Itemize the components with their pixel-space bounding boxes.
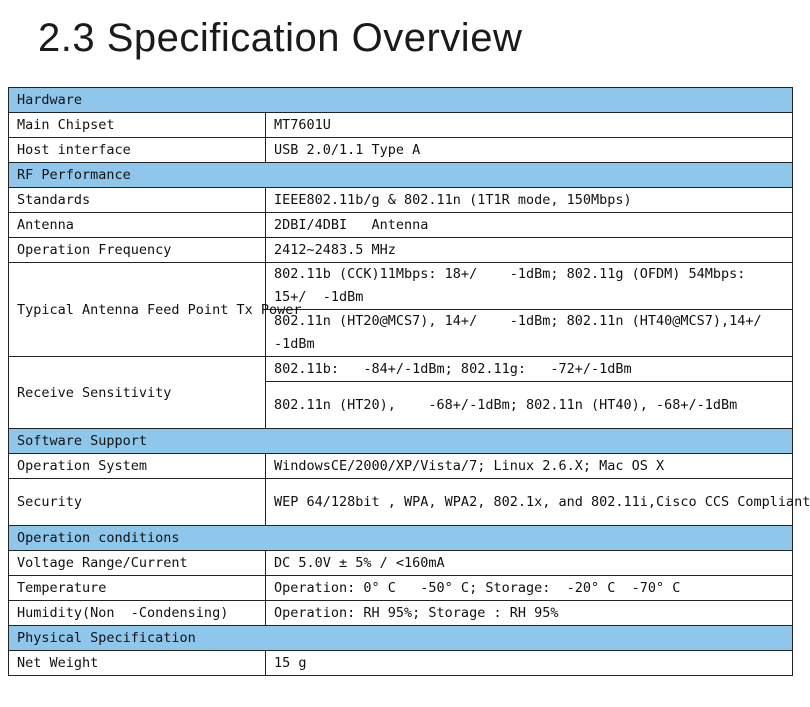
section-title: Hardware — [9, 88, 793, 113]
spec-label: Operation Frequency — [9, 238, 266, 263]
table-row-net-weight — [9, 651, 793, 676]
section-header-hardware — [9, 88, 793, 113]
spec-label: Operation System — [9, 454, 266, 479]
section-header-operation-conditions — [9, 526, 793, 551]
spec-value: Operation: 0° C -50° C; Storage: -20° C -70° C — [266, 576, 793, 601]
section-header-software-support — [9, 429, 793, 454]
table-row-security — [9, 479, 793, 526]
section-title: Physical Specification — [9, 626, 793, 651]
table-row-main-chipset — [9, 113, 793, 138]
table-row-antenna — [9, 213, 793, 238]
table-row-humidity — [9, 601, 793, 626]
spec-label: Standards — [9, 188, 266, 213]
table-row-host-interface — [9, 138, 793, 163]
spec-value: Operation: RH 95%; Storage : RH 95% — [266, 601, 793, 626]
spec-label: Temperature — [9, 576, 266, 601]
spec-label: Receive Sensitivity — [9, 357, 266, 429]
spec-value: MT7601U — [266, 113, 793, 138]
spec-label: Security — [9, 479, 266, 526]
section-header-rf-performance — [9, 163, 793, 188]
spec-value: USB 2.0/1.1 Type A — [266, 138, 793, 163]
spec-label: Main Chipset — [9, 113, 266, 138]
spec-label: Typical Antenna Feed Point Tx Power — [9, 263, 266, 357]
spec-label: Humidity(Non -Condensing) — [9, 601, 266, 626]
table-row-standards — [9, 188, 793, 213]
spec-value: 802.11n (HT20), -68+/-1dBm; 802.11n (HT40), -68+/-1dBm — [266, 382, 793, 429]
spec-value: 15 g — [266, 651, 793, 676]
table-row-temperature — [9, 576, 793, 601]
spec-value: 2412~2483.5 MHz — [266, 238, 793, 263]
spec-value: 802.11n (HT20@MCS7), 14+/ -1dBm; 802.11n (HT40@MCS7),14+/ -1dBm — [266, 310, 793, 357]
page-title: 2.3 Specification Overview — [38, 16, 523, 60]
section-title: RF Performance — [9, 163, 793, 188]
table-row-voltage — [9, 551, 793, 576]
spec-value: 802.11b: -84+/-1dBm; 802.11g: -72+/-1dBm — [266, 357, 793, 382]
spec-value: 802.11b (CCK)11Mbps: 18+/ -1dBm; 802.11g (OFDM) 54Mbps: 15+/ -1dBm — [266, 263, 793, 310]
spec-value: IEEE802.11b/g & 802.11n (1T1R mode, 150Mbps) — [266, 188, 793, 213]
section-title: Operation conditions — [9, 526, 793, 551]
spec-value: WEP 64/128bit , WPA, WPA2, 802.1x, and 802.11i,Cisco CCS Compliant — [266, 479, 793, 526]
table-row-tx-power — [9, 263, 793, 310]
spec-value: 2DBI/4DBI Antenna — [266, 213, 793, 238]
spec-label: Voltage Range/Current — [9, 551, 266, 576]
spec-value: DC 5.0V ± 5% / <160mA — [266, 551, 793, 576]
table-row-receive-sensitivity — [9, 357, 793, 382]
section-header-physical-specification — [9, 626, 793, 651]
table-row-operation-frequency — [9, 238, 793, 263]
spec-label: Host interface — [9, 138, 266, 163]
spec-label: Net Weight — [9, 651, 266, 676]
specification-table — [8, 87, 810, 676]
spec-label: Antenna — [9, 213, 266, 238]
section-title: Software Support — [9, 429, 793, 454]
spec-value: WindowsCE/2000/XP/Vista/7; Linux 2.6.X; Mac OS X — [266, 454, 793, 479]
table-row-operation-system — [9, 454, 793, 479]
